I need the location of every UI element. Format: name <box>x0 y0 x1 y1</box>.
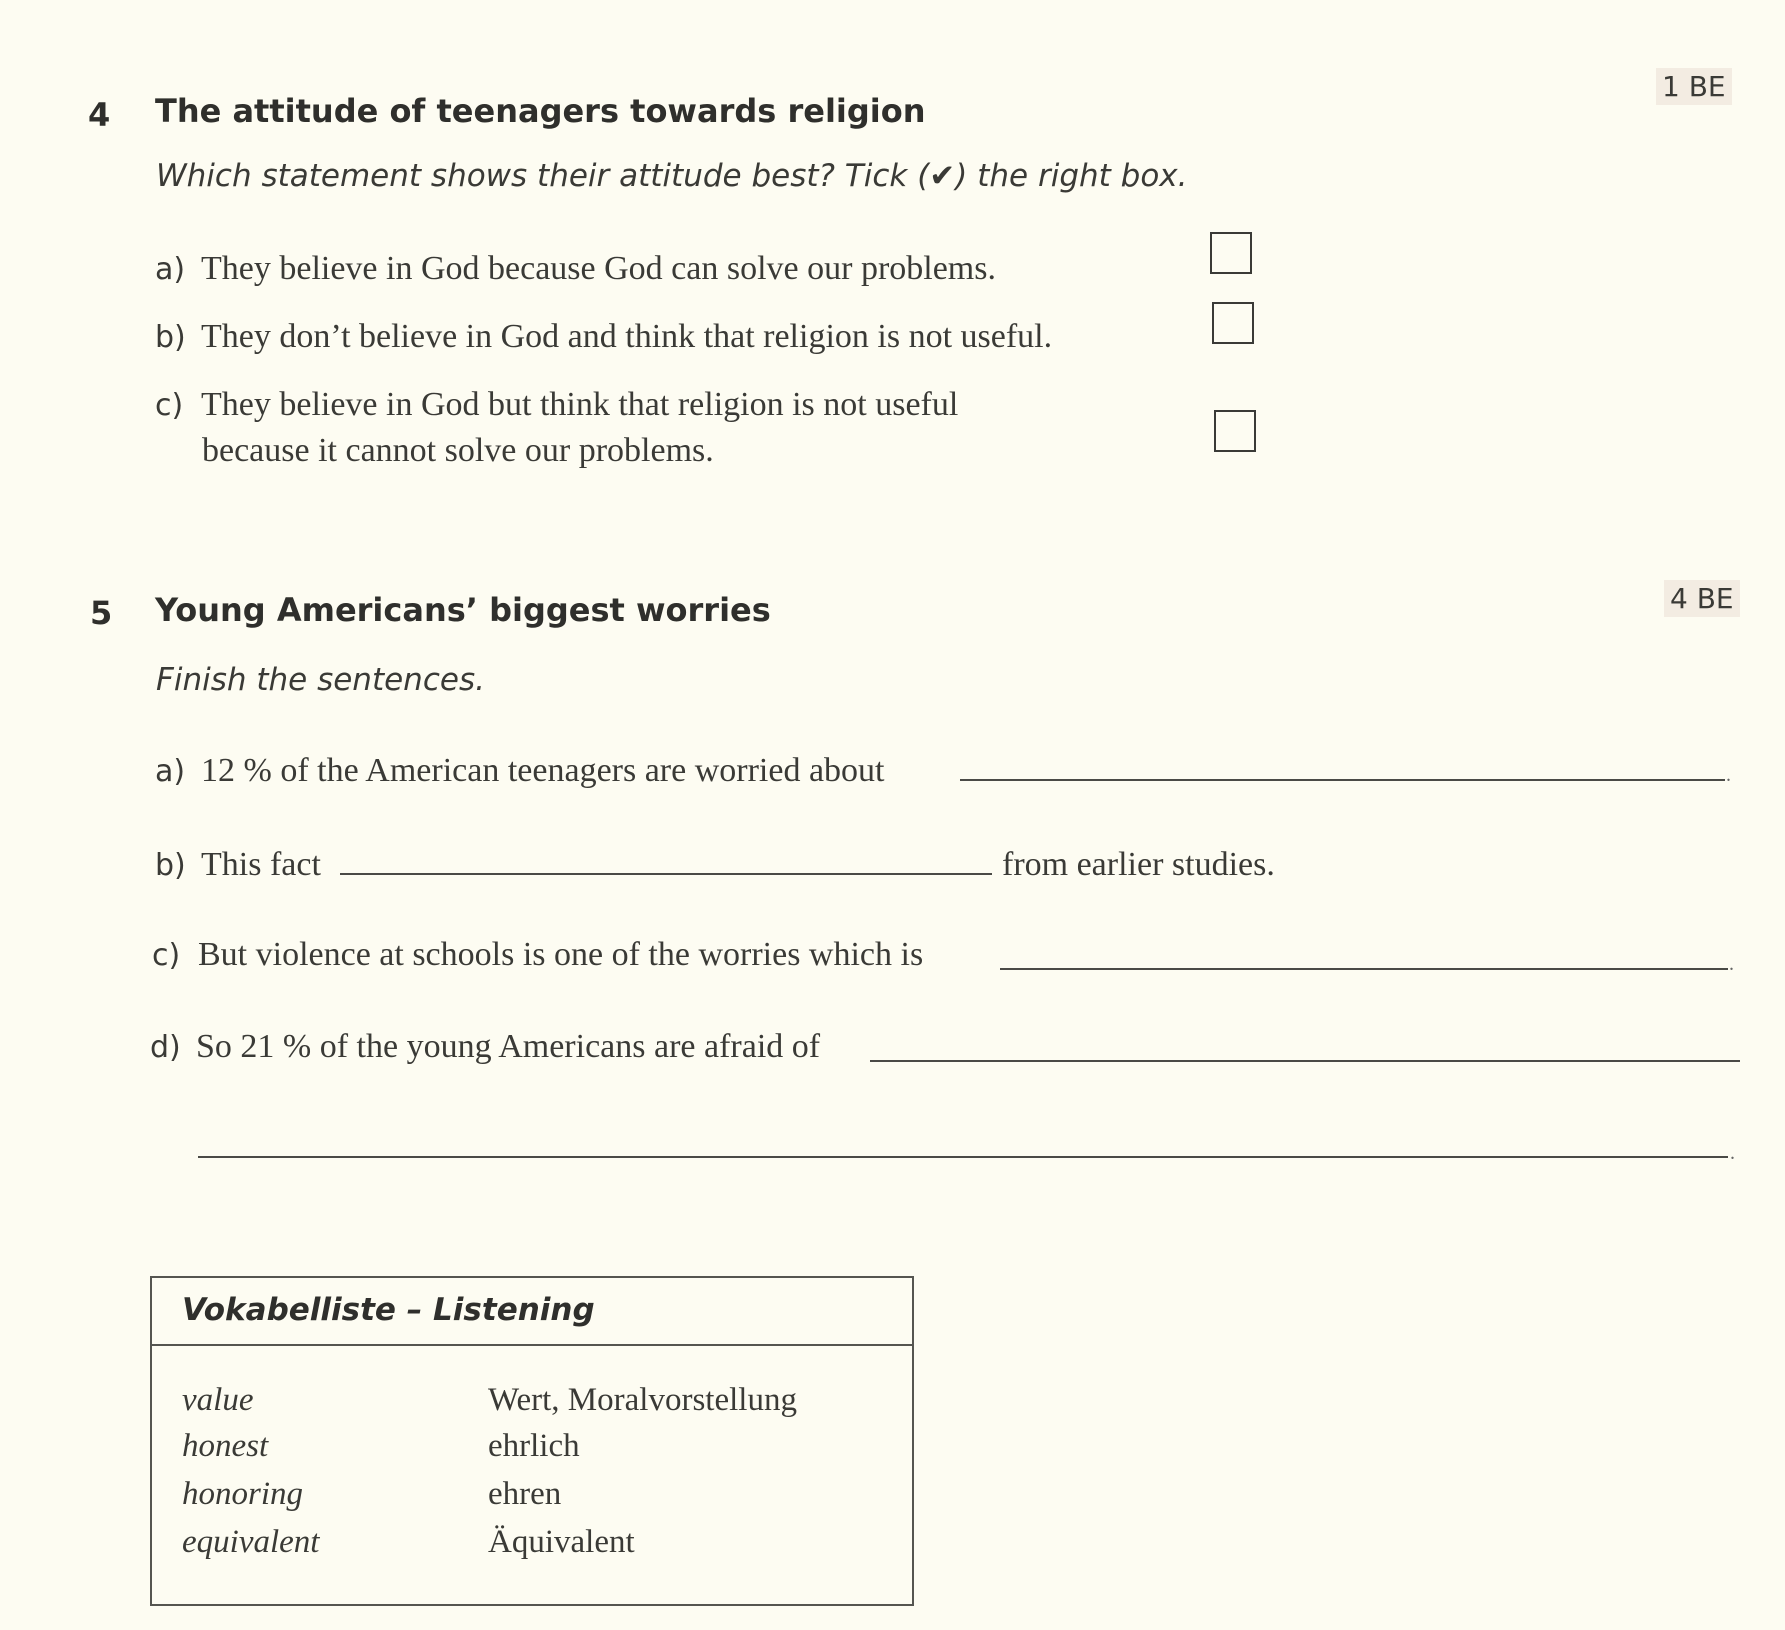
option-label: b) <box>155 320 186 355</box>
q5-instruction: Finish the sentences. <box>156 662 485 698</box>
q5-period-d: . <box>1730 1142 1735 1164</box>
q5-sentence-b <box>155 846 321 884</box>
vocab-english: honest <box>182 1428 269 1464</box>
sentence-text: 12 % of the American teenagers are worried about <box>201 752 885 789</box>
vocab-row <box>182 1382 797 1419</box>
q5-sentence-b-ending: from earlier studies. <box>1002 846 1275 883</box>
vocab-english: equivalent <box>182 1524 320 1560</box>
q5-blank-d-continuation[interactable] <box>198 1156 1728 1158</box>
q4-title: The attitude of teenagers towards religion <box>155 92 926 130</box>
q4-option-c-line2: because it cannot solve our problems. <box>202 432 714 469</box>
q4-number: 4 <box>88 96 111 134</box>
q4-option-b <box>155 318 1052 356</box>
q5-points-badge: 4 BE <box>1664 580 1740 617</box>
vocab-german: Wert, Moralvorstellung <box>488 1382 797 1418</box>
vocab-row <box>182 1524 635 1561</box>
vocab-german: Äquivalent <box>488 1524 635 1560</box>
q5-period-a: . <box>1726 764 1731 786</box>
q5-title: Young Americans’ biggest worries <box>155 591 771 629</box>
option-text: They believe in God because God can solve our problems. <box>201 250 996 287</box>
vocab-german: ehrlich <box>488 1428 580 1464</box>
q4-option-a <box>155 250 996 288</box>
option-label: c) <box>155 388 184 423</box>
q5-blank-d[interactable] <box>870 1060 1740 1062</box>
q4-option-c <box>155 386 958 424</box>
sentence-label: d) <box>150 1030 181 1065</box>
sentence-text: But violence at schools is one of the worries which is <box>198 936 924 973</box>
vocab-row <box>182 1428 580 1465</box>
q4-points-badge: 1 BE <box>1656 68 1732 105</box>
vocab-box <box>150 1276 914 1606</box>
q5-blank-b[interactable] <box>340 873 992 875</box>
q5-period-c: . <box>1729 953 1734 975</box>
vocab-english: value <box>182 1382 254 1418</box>
q4-checkbox-c[interactable] <box>1214 410 1256 452</box>
vocab-row <box>182 1476 561 1513</box>
sentence-label: a) <box>155 754 186 789</box>
q4-instruction: Which statement shows their attitude best? Tick (✔) the right box. <box>156 158 1188 194</box>
sentence-label: b) <box>155 848 186 883</box>
q5-number: 5 <box>90 594 113 632</box>
q5-sentence-a <box>155 752 885 790</box>
q4-checkbox-b[interactable] <box>1212 302 1254 344</box>
vocab-german: ehren <box>488 1476 562 1512</box>
sentence-text: This fact <box>201 846 321 883</box>
option-label: a) <box>155 252 186 287</box>
q5-sentence-d <box>150 1028 820 1066</box>
q4-checkbox-a[interactable] <box>1210 232 1252 274</box>
q5-sentence-c <box>152 936 923 974</box>
sentence-text: So 21 % of the young Americans are afraid of <box>196 1028 821 1065</box>
sentence-label: c) <box>152 938 181 973</box>
option-text: They believe in God but think that religion is not useful <box>201 386 959 423</box>
vocab-english: honoring <box>182 1476 304 1512</box>
option-text: They don’t believe in God and think that religion is not useful. <box>201 318 1053 355</box>
q5-blank-a[interactable] <box>960 779 1725 781</box>
vocab-title: Vokabelliste – Listening <box>152 1278 912 1346</box>
q5-blank-c[interactable] <box>1000 968 1728 970</box>
